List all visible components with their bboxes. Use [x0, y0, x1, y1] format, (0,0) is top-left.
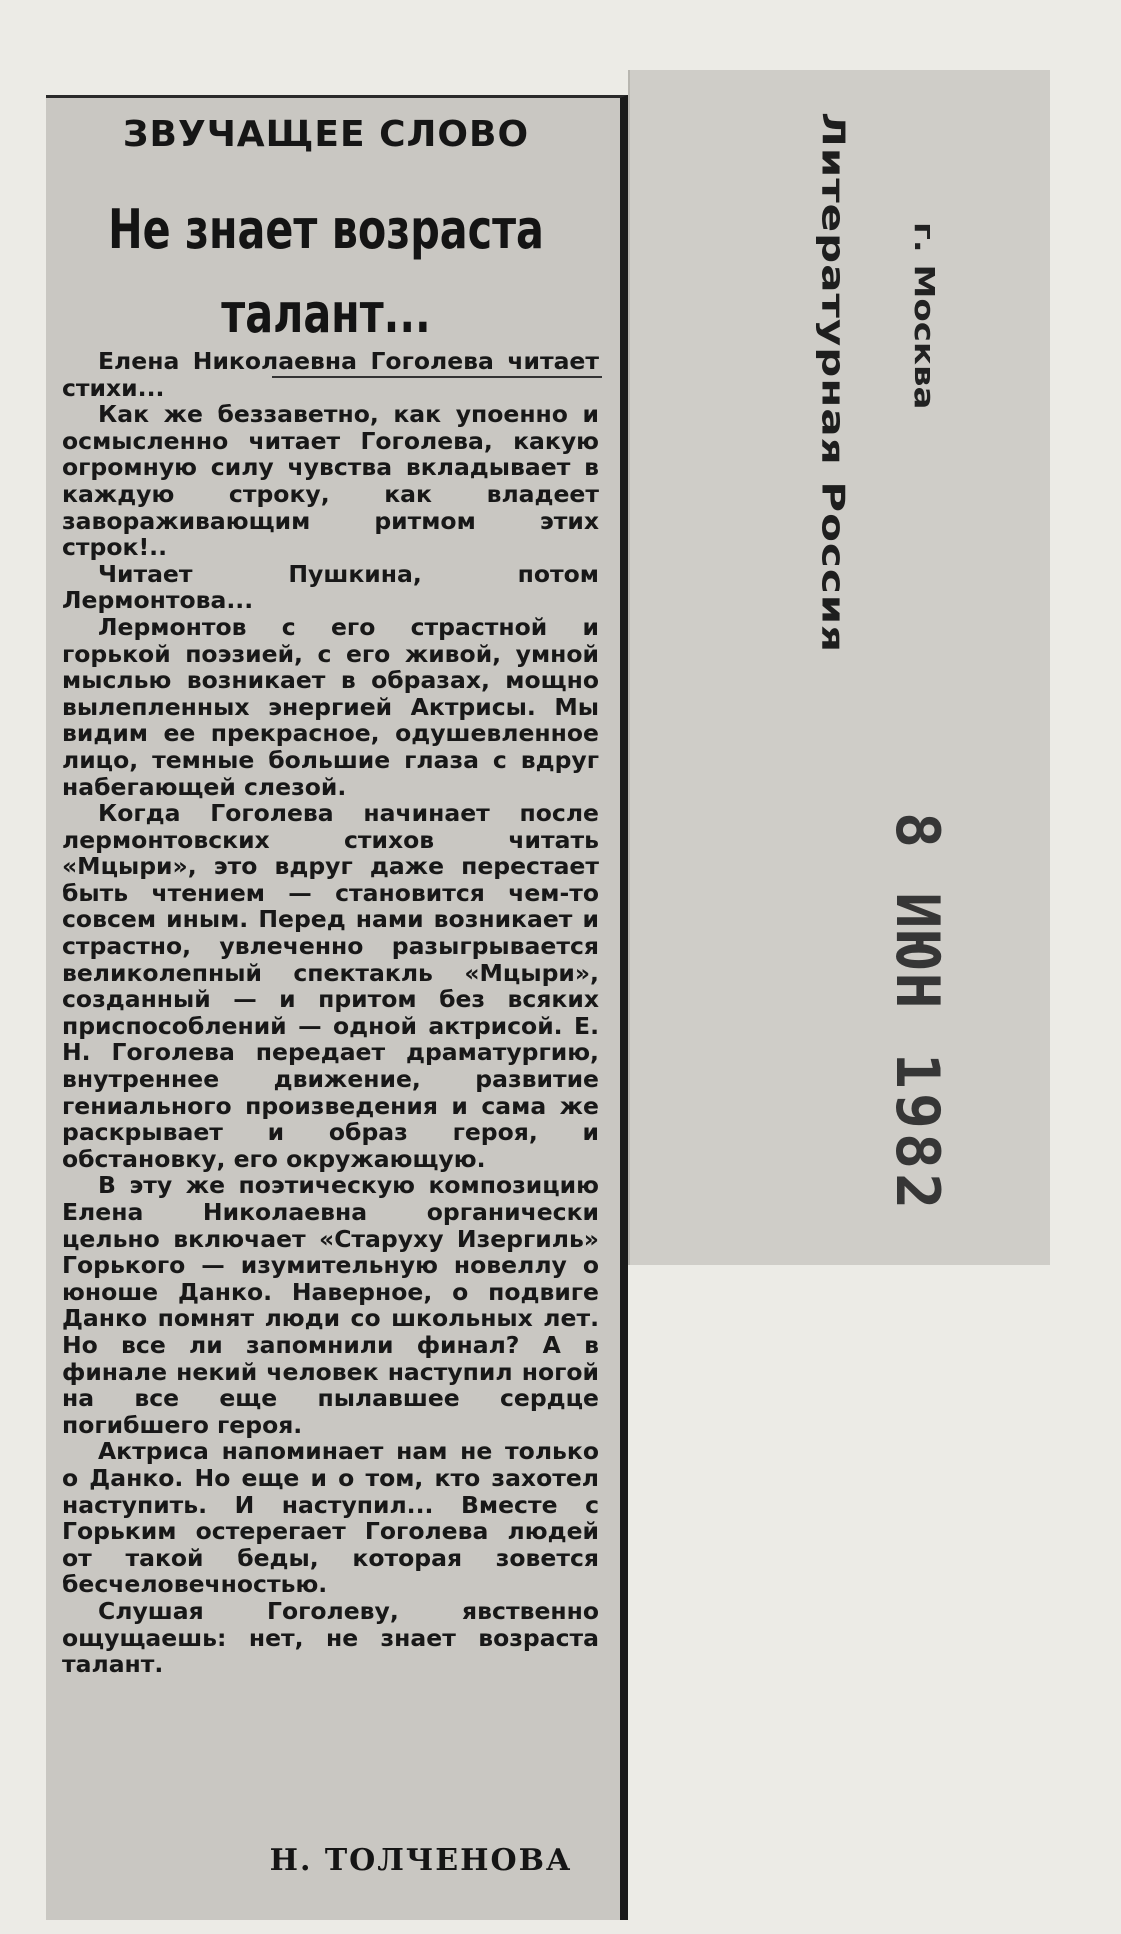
article-paragraph: Елена Николаевна Гоголева читает стихи... [62, 347, 599, 402]
article-paragraph: В эту же поэтическую композицию Елена Николаевна органически цельно включает «Старуху Изергиль» Горького — изумительную новеллу о юноше Данко. Наверное, о подвиге Данко помнят люди со школьных лет. Но все ли запомнили финал? А в финале некий человек наступил ногой на все еще пылавшее сердце погибшего героя. [62, 1171, 599, 1439]
article-paragraph: Когда Гоголева начинает после лермонтовских стихов читать «Мцыри», это вдруг даже перестает быть чтением — становится чем-то совсем иным. Перед нами возникает и страстно, увлеченно разыгрывается великолепный спектакль «Мцыри», созданный — и притом без всяких приспособлений — одной актрисой. Е. Н. Гоголева передает драматургию, внутреннее движение, развитие гениального произведения и сама же раскрывает и образ героя, и обстановку, его окружающую. [62, 799, 599, 1173]
date-stamp: 8 ИЮН 1982 [882, 812, 952, 1214]
article-headline [46, 188, 606, 356]
article-paragraph: Слушая Гоголеву, явственно ощущаешь: нет, не знает возраста талант. [62, 1596, 599, 1679]
headline-line-2: талант... [221, 282, 431, 345]
article-paragraph: Читает Пушкина, потом Лермонтова... [62, 559, 599, 615]
publication-stamp: Литературная Россия [815, 112, 852, 654]
headline-line-1: Не знает возраста [108, 198, 544, 261]
rubric-title: ЗВУЧАЩЕЕ СЛОВО [122, 114, 530, 155]
article-body [62, 348, 599, 1678]
article-paragraph: Лермонтов с его страстной и горькой поэзией, с его живой, умной мыслью возникает в образах, мощно вылепленных энергией Актрисы. Мы видим ее прекрасное, одушевленное лицо, темные большие глаза с вдруг набегающей слезой. [62, 612, 599, 801]
newspaper-clipping [46, 95, 628, 1920]
author-signature: Н. ТОЛЧЕНОВА [269, 1843, 573, 1878]
article-paragraph: Как же беззаветно, как упоенно и осмысленно читает Гоголева, какую огромную силу чувства вкладывает в каждую строку, как владеет завораживающим ритмом этих строк!.. [62, 400, 599, 562]
city-stamp: г. Москва [908, 222, 940, 410]
article-paragraph: Актриса напоминает нам не только о Данко. Но еще и о том, кто захотел наступить. И наступил... Вместе с Горьким остерегает Гоголева людей от такой беды, которая зовется бесчеловечностью. [62, 1437, 599, 1599]
